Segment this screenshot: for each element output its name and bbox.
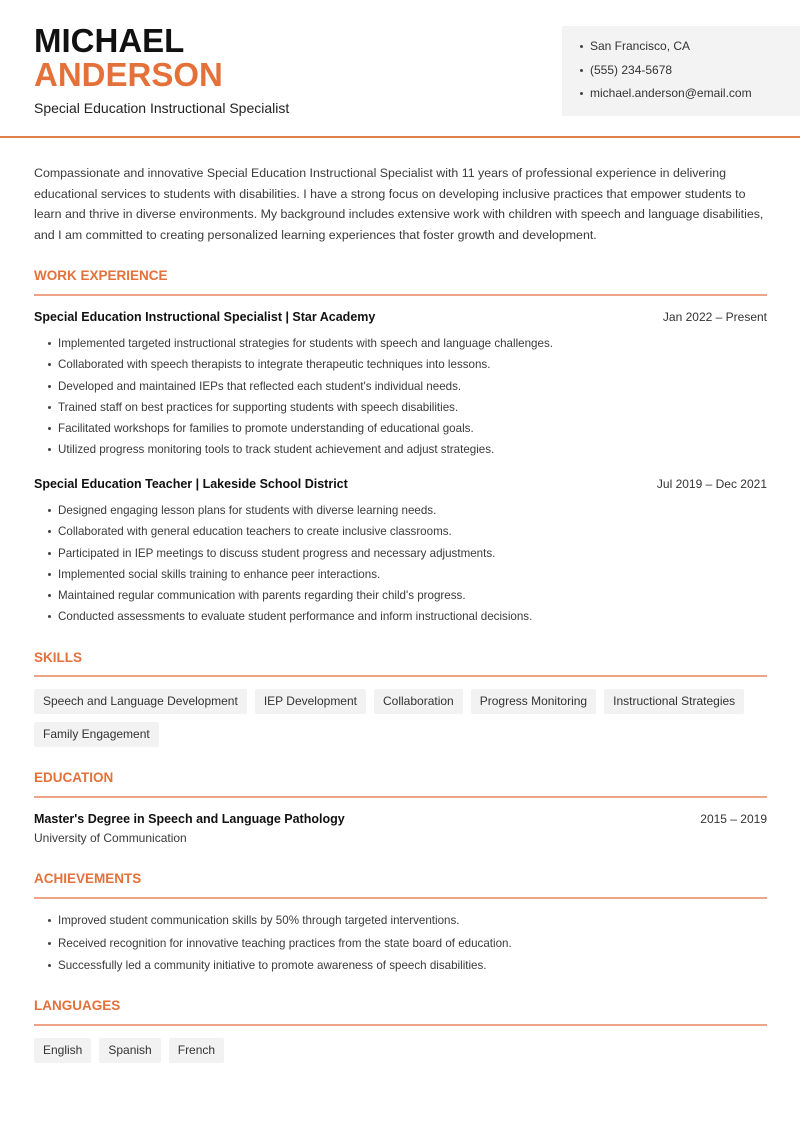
resume-header (0, 0, 800, 138)
list-item: Implemented social skills training to enhance peer interactions. (34, 567, 767, 588)
job-role: Special Education Instructional Specialist | Star Academy (34, 310, 376, 324)
list-item: Successfully led a community initiative to promote awareness of speech disabilities. (34, 958, 767, 981)
list-item: Developed and maintained IEPs that reflected each student's individual needs. (34, 379, 767, 400)
skill-chip: Family Engagement (34, 722, 159, 747)
first-name: MICHAEL (34, 22, 185, 59)
bullet-icon (580, 92, 583, 95)
list-item: Facilitated workshops for families to promote understanding of educational goals. (34, 421, 767, 442)
languages-list (34, 1038, 767, 1063)
list-item: Collaborated with general education teachers to create inclusive classrooms. (34, 524, 767, 545)
last-name: ANDERSON (34, 56, 223, 93)
skills-list (34, 689, 767, 747)
bullet-icon (48, 363, 51, 366)
contact-location (580, 38, 800, 62)
bullet-icon (48, 919, 51, 922)
location-text: San Francisco, CA (590, 39, 691, 53)
section-title-achievements: ACHIEVEMENTS (34, 871, 142, 886)
bullet-icon (48, 406, 51, 409)
bullet-icon (580, 69, 583, 72)
bullet-icon (580, 45, 583, 48)
bullet-icon (48, 385, 51, 388)
list-item: Improved student communication skills by 50% through targeted interventions. (34, 913, 767, 936)
education-dates: 2015 – 2019 (700, 812, 767, 826)
skill-chip: Progress Monitoring (471, 689, 596, 714)
list-item: Collaborated with speech therapists to integrate therapeutic techniques into lessons. (34, 357, 767, 378)
list-item: Maintained regular communication with parents regarding their child's progress. (34, 588, 767, 609)
skill-chip: IEP Development (255, 689, 366, 714)
list-item: Trained staff on best practices for supporting students with speech disabilities. (34, 400, 767, 421)
bullet-icon (48, 552, 51, 555)
contact-box (562, 26, 800, 116)
list-item: Received recognition for innovative teaching practices from the state board of education. (34, 936, 767, 959)
degree-name: Master's Degree in Speech and Language Pathology (34, 812, 345, 826)
job-dates: Jul 2019 – Dec 2021 (656, 477, 767, 491)
section-title-languages: LANGUAGES (34, 998, 121, 1013)
list-item: Participated in IEP meetings to discuss student progress and necessary adjustments. (34, 546, 767, 567)
education-header (34, 812, 767, 826)
list-item: Implemented targeted instructional strategies for students with speech and language challenges. (34, 336, 767, 357)
job-role: Special Education Teacher | Lakeside School District (34, 477, 348, 491)
bullet-icon (48, 615, 51, 618)
summary-paragraph: Compassionate and innovative Special Education Instructional Specialist with 11 years of professional experience in delivering educational services to students with disabilities. I have a strong focus on developing inclusive practices that empower students to learn and thrive in diverse environments. My background includes extensive work with children with speech and language disabilities, and I am committed to creating personalized learning experiences that foster growth and development. (34, 166, 764, 242)
bullet-icon (48, 594, 51, 597)
skill-chip: Collaboration (374, 689, 463, 714)
bullet-icon (48, 342, 51, 345)
achievements-list (34, 913, 767, 981)
section-divider (34, 897, 767, 899)
section-title-skills: SKILLS (34, 650, 83, 665)
job-header (34, 310, 767, 324)
bullet-icon (48, 942, 51, 945)
section-title-education: EDUCATION (34, 770, 114, 785)
section-divider (34, 796, 767, 798)
bullet-icon (48, 509, 51, 512)
list-item: Utilized progress monitoring tools to track student achievement and adjust strategies. (34, 442, 767, 463)
job-bullets (34, 503, 767, 631)
contact-email (580, 85, 800, 109)
section-divider (34, 1024, 767, 1026)
email-text: michael.anderson@email.com (590, 86, 752, 100)
section-title-work-experience: WORK EXPERIENCE (34, 268, 168, 283)
section-divider (34, 294, 767, 296)
school-name: University of Communication (34, 831, 187, 845)
list-item: Designed engaging lesson plans for students with diverse learning needs. (34, 503, 767, 524)
bullet-icon (48, 448, 51, 451)
list-item: Conducted assessments to evaluate student performance and inform instructional decisions. (34, 609, 767, 630)
bullet-icon (48, 530, 51, 533)
section-divider (34, 675, 767, 677)
language-chip: English (34, 1038, 91, 1063)
job-dates: Jan 2022 – Present (662, 310, 767, 324)
phone-text: (555) 234-5678 (590, 62, 673, 77)
professional-title: Special Education Instructional Specialist (34, 100, 290, 116)
bullet-icon (48, 964, 51, 967)
skill-chip: Speech and Language Development (34, 689, 247, 714)
language-chip: French (169, 1038, 224, 1063)
skill-chip: Instructional Strategies (604, 689, 744, 714)
job-header (34, 477, 767, 491)
job-bullets (34, 336, 767, 464)
bullet-icon (48, 427, 51, 430)
language-chip: Spanish (99, 1038, 160, 1063)
contact-phone (580, 62, 800, 86)
bullet-icon (48, 573, 51, 576)
